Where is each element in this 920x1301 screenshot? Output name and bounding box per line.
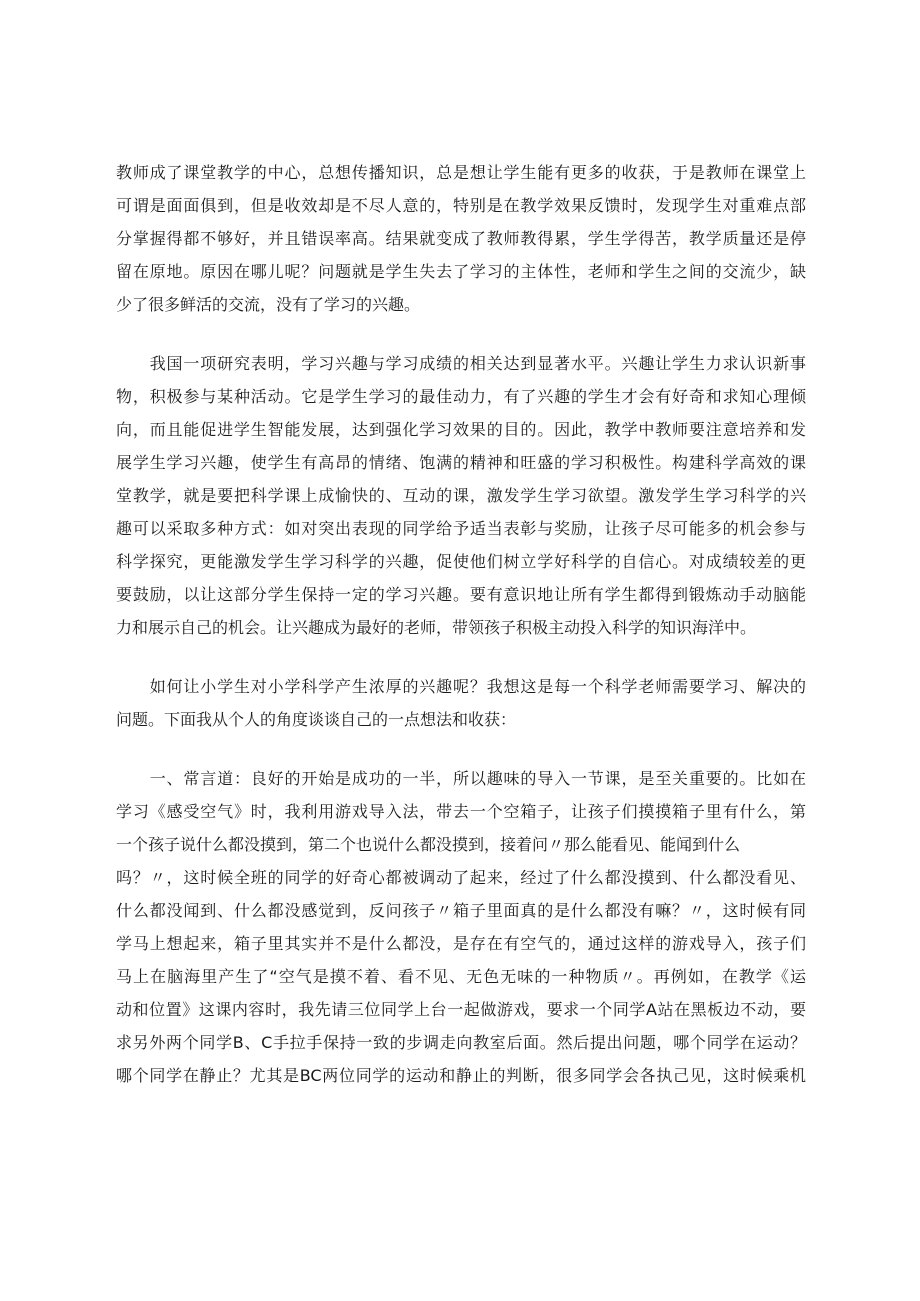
text-line: 教师成了课堂教学的中心，总想传播知识，总是想让学生能有更多的收获，于是教师在课堂上: [116, 163, 806, 182]
paragraph-3: [116, 670, 806, 736]
paragraph-4: [116, 762, 806, 1092]
text-line: 向，而且能促进学生智能发展，达到强化学习效果的目的。因此，教学中教师要注意培养和发: [116, 420, 806, 439]
text-line: 哪个同学在静止？尤其是BC两位同学的运动和静止的判断，很多同学会各执己见，这时候乘机: [116, 1066, 806, 1085]
text-line: 求另外两个同学B、C手拉手保持一致的步调走向教室后面。然后提出问题，哪个同学在运动？: [116, 1033, 806, 1052]
text-line: 吗？〃，这时候全班的同学的好奇心都被调动了起来，经过了什么都没摸到、什么都没看见、: [116, 868, 806, 887]
text-line: 要鼓励，以让这部分学生保持一定的学习兴趣。要有意识地让所有学生都得到锻炼动手动脑能: [116, 585, 806, 604]
text-line: 堂教学，就是要把科学课上成愉快的、互动的课，激发学生学习欲望。激发学生学习科学的兴: [116, 486, 806, 505]
text-line: 科学探究，更能激发学生学习科学的兴趣，促使他们树立学好科学的自信心。对成绩较差的更: [116, 552, 806, 571]
text-line: 分掌握得都不够好，并且错误率高。结果就变成了教师教得累，学生学得苦，教学质量还是停: [116, 229, 806, 248]
paragraph-spacer: [116, 321, 806, 347]
text-line: 一个孩子说什么都没摸到，第二个也说什么都没摸到，接着问〃那么能看见、能闻到什么: [116, 835, 741, 854]
text-line: 问题。下面我从个人的角度谈谈自己的一点想法和收获：: [116, 710, 517, 729]
article-body: [116, 156, 806, 1092]
text-line: 动和位置》这课内容时，我先请三位同学上台一起做游戏，要求一个同学A站在黑板边不动，要: [116, 1000, 806, 1019]
text-line: 展学生学习兴趣，使学生有高昂的情绪、饱满的精神和旺盛的学习积极性。构建科学高效的课: [116, 453, 806, 472]
text-line: 什么都没闻到、什么都没感觉到，反问孩子〃箱子里面真的是什么都没有嘛？〃，这时候有同: [116, 901, 806, 920]
paragraph-spacer: [116, 644, 806, 670]
text-line: 少了很多鲜活的交流，没有了学习的兴趣。: [116, 295, 421, 314]
paragraph-2: [116, 347, 806, 644]
text-line: 物，积极参与某种活动。它是学生学习的最佳动力，有了兴趣的学生才会有好奇和求知心理倾: [116, 387, 806, 406]
paragraph-spacer: [116, 736, 806, 762]
text-line: 学习《感受空气》时，我利用游戏导入法，带去一个空箱子，让孩子们摸摸箱子里有什么，第: [116, 802, 806, 821]
text-line: 学马上想起来，箱子里其实并不是什么都没，是存在有空气的，通过这样的游戏导入，孩子们: [116, 934, 806, 953]
text-line: 力和展示自己的机会。让兴趣成为最好的老师，带领孩子积极主动投入科学的知识海洋中。: [116, 618, 757, 637]
text-line: 可谓是面面俱到，但是收效却是不尽人意的，特别是在教学效果反馈时，发现学生对重难点部: [116, 196, 806, 215]
text-line: 留在原地。原因在哪儿呢？问题就是学生失去了学习的主体性，老师和学生之间的交流少，缺: [116, 262, 806, 281]
text-line: 趣可以采取多种方式：如对突出表现的同学给予适当表彰与奖励，让孩子尽可能多的机会参与: [116, 519, 806, 538]
text-line: 如何让小学生对小学科学产生浓厚的兴趣呢？我想这是每一个科学老师需要学习、解决的: [116, 677, 806, 696]
text-line: 马上在脑海里产生了“空气是摸不着、看不见、无色无味的一种物质〃。再例如，在教学《运: [116, 967, 806, 986]
text-line: 我国一项研究表明，学习兴趣与学习成绩的相关达到显著水平。兴趣让学生力求认识新事: [116, 354, 806, 373]
text-line: 一、常言道：良好的开始是成功的一半，所以趣味的导入一节课，是至关重要的。比如在: [116, 769, 806, 788]
paragraph-1: [116, 156, 806, 321]
